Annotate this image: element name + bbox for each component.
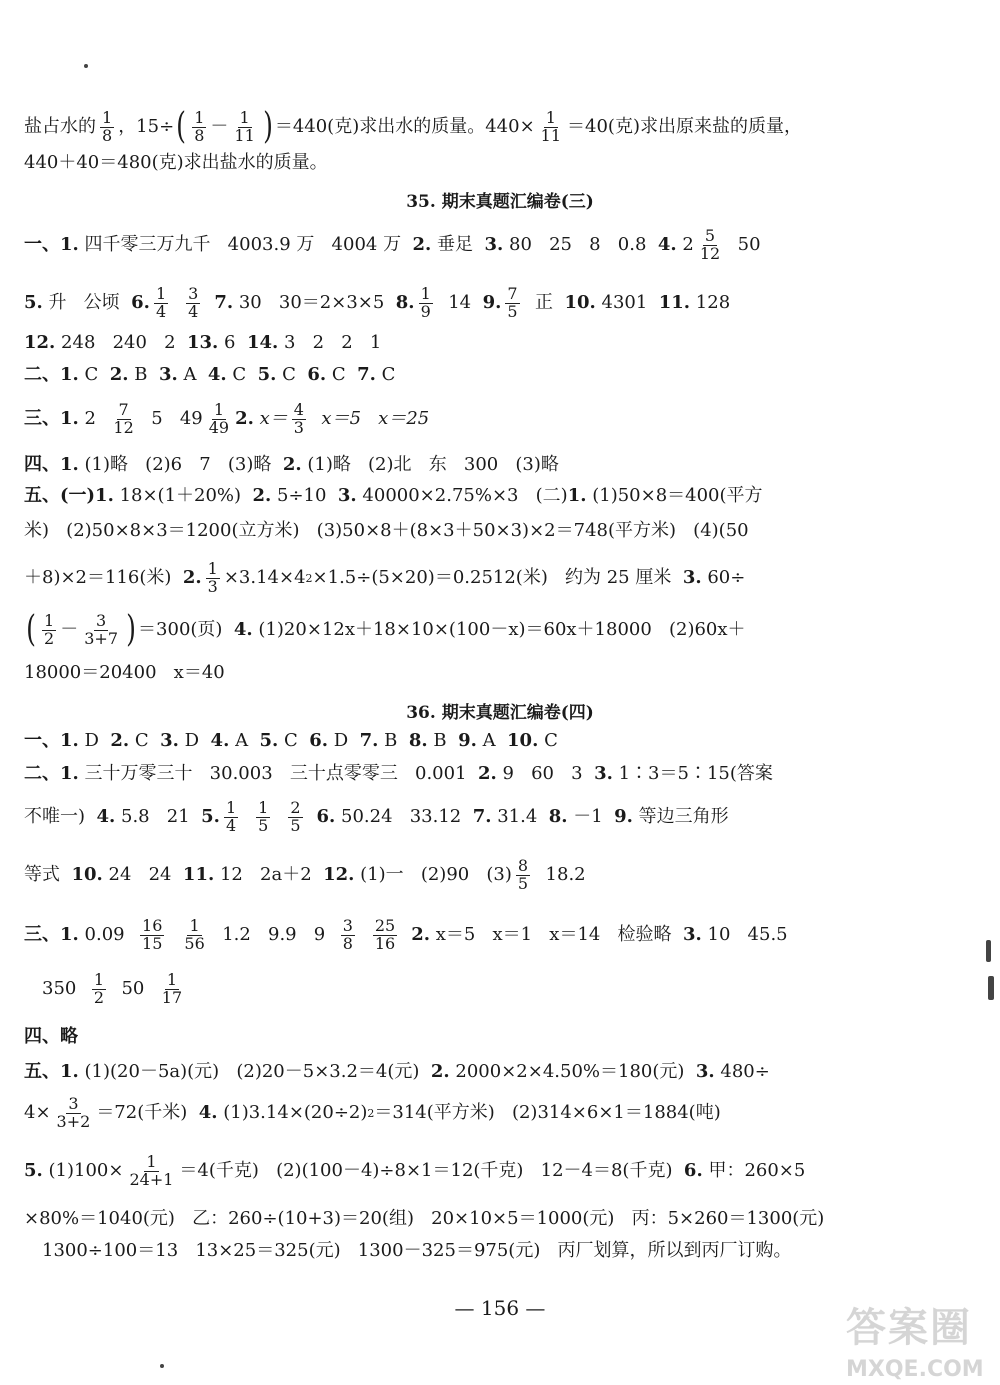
fraction: $\frac{1}{8}$: [102, 107, 113, 145]
s35-row-2: 5. 升 公顷 6. $\frac{1}{4}$ $\frac{3}{4}$ 7. 30 30＝2×3×5 8. $\frac{1}{9}$ 14 9. $\frac{7}{5}$ 正 10. 4301 11. 128: [24, 283, 731, 321]
s36-row-3: 不唯一) 4. 5.8 21 5. $\frac{1}{4}$ $\frac{1}{5}$ $\frac{2}{5}$ 6. 50.24 33.12 7. 31.4 8. －1 9. 等边三角形: [24, 797, 729, 835]
s36-row-8: 五、 1. (1)(20－5a)(元) (2)20－5×3.2＝4(元) 2. 2000×2×4.50%＝180(元) 3. 480÷: [24, 1061, 770, 1082]
scan-speck: [84, 64, 88, 68]
s35-row-6: 四、 1. (1)略 (2)6 7 (3)略 2. (1)略 (2)北 东 300 (3)略: [24, 454, 559, 475]
s36-row-10: 5. (1)100× $\frac{1}{24+1}$ ＝4(千克) (2)(100－4)÷8×1＝12(千克) 12－4＝8(千克) 6. 甲：260×5: [24, 1151, 806, 1189]
scan-speck: [986, 940, 991, 962]
s35-row-3: 12. 248 240 2 13. 6 14. 3 2 2 1: [24, 332, 382, 353]
page-number: — 156 —: [454, 1296, 546, 1320]
watermark-logo: 答案圈 MXQE.COM: [846, 1305, 984, 1382]
s35-row-11: 18000＝20400 x＝40: [24, 662, 225, 683]
s35-row-9: ＋8)×2＝116(米) 2. $\frac{1}{3}$ ×3.14×4 2 ×1.5÷(5×20)＝0.2512(米) 约为 25 厘米 3. 60÷: [24, 558, 746, 596]
s36-row-2: 二、 1. 三十万零三十 30.003 三十点零零三 0.001 2. 9 60 3 3. 1∶3＝5∶15(答案: [24, 763, 773, 784]
intro-line-1: 盐占水的 $\frac{1}{8}$ ，15÷ ( $\frac{1}{8}$ － $\frac{1}{11}$ ) ＝440(克)求出水的质量。440× $\frac{1}{11}$ ＝40(克)求出原来盐的质量，: [24, 106, 802, 147]
scan-speck: [160, 1364, 164, 1368]
s35-row-10: ( $\frac{1}{2}$ － $\frac{3}{3+7}$ ) ＝300(页) 4. (1)20×12x＋18×10×(100－x)＝60x＋18000 (2)60x＋: [26, 609, 746, 650]
s36-row-9: 4× $\frac{3}{3+2}$ ＝72(千米) 4. (1)3.14×(20÷2) 2 ＝314(平方米) (2)314×6×1＝1884(吨): [24, 1093, 721, 1131]
scan-speck: [988, 976, 994, 1000]
s36-row-4: 等式 10. 24 24 11. 12 2a＋2 12. (1)一 (2)90 (3) $\frac{8}{5}$ 18.2: [24, 855, 586, 893]
s36-row-7: 四、略: [24, 1026, 78, 1047]
s36-row-6: 350 $\frac{1}{2}$ 50 $\frac{1}{17}$: [42, 969, 183, 1007]
s36-row-5: 三、 1. 0.09 $\frac{16}{15}$ $\frac{1}{56}$ 1.2 9.9 9 $\frac{3}{8}$ $\frac{25}{16}$ 2. x＝5 x＝1 x＝14 检验略 3. 10 45.5: [24, 915, 788, 953]
s35-row-8: 米) (2)50×8×3＝1200(立方米) (3)50×8＋(8×3＋50×3)×2＝748(平方米) (4)(50: [24, 520, 749, 541]
s35-row-1: 一、 1. 四千零三万九千 4003.9 万 4004 万 2. 垂足 3. 80 25 8 0.8 4. 2 $\frac{5}{12}$ 50: [24, 225, 761, 263]
s36-row-12: 1300÷100＝13 13×25＝325(元) 1300－325＝975(元) 丙厂划算，所以到丙厂订购。: [42, 1240, 792, 1261]
s36-row-1: 一、 1. D 2. C 3. D 4. A 5. C 6. D 7. B 8. B 9. A 10. C: [24, 730, 558, 751]
s35-row-4: 二、 1. C 2. B 3. A 4. C 5. C 6. C 7. C: [24, 364, 396, 385]
section-35-title: 35. 期末真题汇编卷(三): [406, 192, 594, 212]
s35-row-5: 三、 1. 2 $\frac{7}{12}$ 5 49 $\frac{1}{49}$ 2. x＝ $\frac{4}{3}$ x＝5 x＝25: [24, 399, 430, 437]
section-36-title: 36. 期末真题汇编卷(四): [406, 703, 594, 723]
intro-line-2: 440＋40＝480(克)求出盐水的质量。: [24, 152, 328, 173]
s36-row-11: ×80%＝1040(元) 乙：260÷(10+3)＝20(组) 20×10×5＝1000(元) 丙：5×260＝1300(元): [24, 1208, 825, 1229]
s35-row-7: 五、(一) 1. 18×(1＋20%) 2. 5÷10 3. 40000×2.75%×3 (二) 1. (1)50×8＝400(平方: [24, 485, 763, 506]
